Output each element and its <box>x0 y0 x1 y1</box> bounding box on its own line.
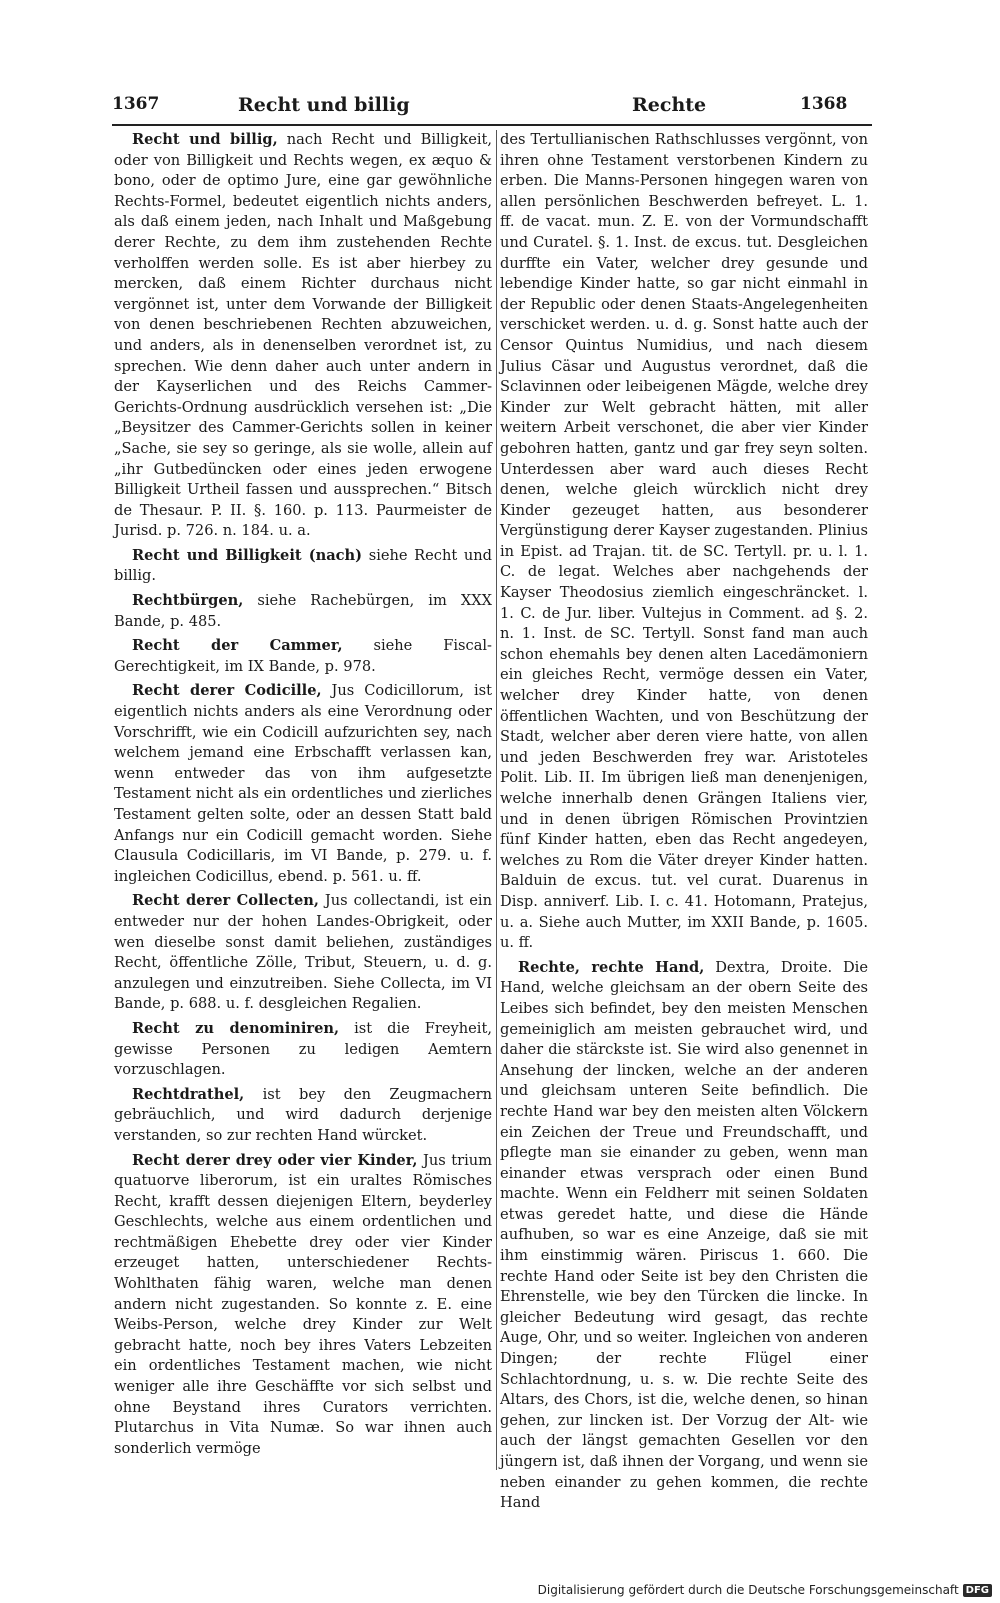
entry-lemma: Recht derer Collecten, <box>132 892 319 910</box>
entry-text: des Tertullianischen Rathschlusses vergönnt, von ihren ohne Testament verstorbenen Kindern zu erben. Die Manns-Personen hingegen waren von allen persönlichen Beschwerden befreyet. L. 1. ff. de vacat. mun. Z. E. von der Vormundschafft und Curatel. §. 1. Inst. de excus. tut. Desgleichen durffte ein Vater, welcher drey gesunde und lebendige Kinder hatte, so gar nicht einmahl in der Republic oder denen Staats-Angelegenheiten verschicket werden. u. d. g. Sonst hatte auch der Censor Quintus Numidius, und nach diesem Julius Cäsar und Augustus verordnet, daß die Sclavinnen oder leibeigenen Mägde, welche drey Kinder zur Welt gebracht hätten, mit aller weitern Arbeit verschonet, die aber vier Kinder gebohren hatten, gantz und gar frey seyn solten. Unterdessen aber ward auch dieses Recht denen, welche gleich würcklich nicht drey Kinder gezeuget hatten, aus besonderer Vergünstigung derer Kayser zugestanden. Plinius in Epist. ad Trajan. tit. de SC. Tertyll. pr. u. l. 1. C. de legat. Welches aber nachgehends der Kayser Theodosius ziemlich eingeschräncket. l. 1. C. de Jur. liber. Vultejus in Comment. ad §. 2. n. 1. Inst. de SC. Tertyll. Sonst fand man auch schon ehemahls bey denen alten Lacedämoniern ein gleiches Recht, vermöge dessen ein Vater, welcher drey Kinder hatte, von denen öffentlichen Wachten, und von Beschützung der Stadt, welcher aber deren viere hatte, von allen und jeden Beschwerden frey war. Aristoteles Polit. Lib. II. Im übrigen ließ man denenjenigen, welche innerhalb denen Grängen Italiens vier, und in denen übrigen Römischen Provintzien fünf Kinder hatten, eben das Recht angedeyen, welches zu Rom die Väter dreyer Kinder hatten. Balduin de excus. tut. vel curat. Duarenus in Disp. anniverf. Lib. I. c. 41. Hotomann, Pratejus, u. a. Siehe auch Mutter, im XXII Bande, p. 1605. u. ff. <box>500 131 868 952</box>
dictionary-entry <box>114 130 492 542</box>
entry-text: siehe Fiscal-Gerechtigkeit, im IX Bande, p. 978. <box>114 637 492 675</box>
running-header <box>112 92 872 118</box>
entry-text: siehe Rachebürgen, im XXX Bande, p. 485. <box>114 592 492 630</box>
right-column <box>500 130 868 1512</box>
dictionary-entry <box>114 1151 492 1460</box>
entry-lemma: Recht und Billigkeit (nach) <box>132 546 363 564</box>
dfg-logo: DFG <box>963 1584 992 1597</box>
entry-text: ist bey den Zeugmachern gebräuchlich, und wird dadurch derjenige verstanden, so zur rechten Hand würcket. <box>114 1085 492 1144</box>
entry-text: Dextra, Droite. Die Hand, welche gleichsam an der obern Seite des Leibes sich befindet, bey den meisten Menschen gemeiniglich am meisten gebrauchet wird, und daher die stärckste ist. Sie wird also genennet in Ansehung der lincken, welche an der anderen und gleichsam unteren Seite befindlich. Die rechte Hand war bey den meisten alten Völckern ein Zeichen der Treue und Freundschafft, und pflegte man sie einander zu geben, wenn man einander etwas versprach oder einen Bund machte. Wenn ein Feldherr mit seinen Soldaten etwas geredet hatte, und diese die Hände aufhuben, so war es eine Anzeige, daß sie mit ihm einstimmig wären. Piriscus 1. 660. Die rechte Hand oder Seite ist bey den Christen die Ehrenstelle, wie bey den Türcken die lincke. In gleicher Bedeutung wird gesagt, das rechte Auge, Ohr, und so weiter. Ingleichen von anderen Dingen; der rechte Flügel einer Schlachtordnung, u. s. w. Die rechte Seite des Altars, des Chors, ist die, welche denen, so hinan gehen, zur lincken ist. Der Vorzug der Alt- wie auch der längst gemachten Gesellen vor den jüngern ist, daß ihnen der Vorgang, und wenn sie neben einander zu gehen kommen, die rechte Hand <box>500 958 868 1512</box>
dictionary-entry <box>114 1085 492 1147</box>
entry-lemma: Recht zu denominiren, <box>132 1019 340 1037</box>
entry-lemma: Recht derer drey oder vier Kinder, <box>132 1151 418 1169</box>
page-number-right: 1368 <box>800 94 848 114</box>
entry-lemma: Recht derer Codicille, <box>132 682 322 700</box>
entry-lemma: Rechtdrathel, <box>132 1085 245 1103</box>
page-number-left: 1367 <box>112 94 160 114</box>
left-column <box>114 130 492 1530</box>
entry-lemma: Recht der Cammer, <box>132 637 343 655</box>
entry-text: ist die Freyheit, gewisse Personen zu ledigen Aemtern vorzuschlagen. <box>114 1019 492 1079</box>
header-rule <box>112 124 872 126</box>
footer-text: Digitalisierung gefördert durch die Deutsche Forschungsgemeinschaft <box>537 1583 959 1597</box>
entry-text: Jus Codicillorum, ist eigentlich nichts anders als eine Verordnung oder Vorschrifft, wie ein Codicill aufzurichten sey, nach welchem jemand eine Erbschafft verlassen kan, wenn entweder das von ihm aufgesetzte Testament nicht als ein ordentliches und zierliches Testament gelten solte, oder an dessen Statt bald Anfangs nur ein Codicill gemacht worden. Siehe Clausula Codicillaris, im VI Bande, p. 279. u. f. ingleichen Codicillus, ebend. p. 561. u. ff. <box>114 682 493 885</box>
column-divider <box>496 130 497 1470</box>
running-title-right: Rechte <box>632 94 707 116</box>
entry-text: siehe Recht und billig. <box>114 546 493 585</box>
digitization-footer <box>538 1583 992 1597</box>
dictionary-entry <box>114 891 492 1015</box>
entry-text: Jus collectandi, ist ein entweder nur der hohen Landes-Obrigkeit, oder wen dieselbe sonst damit beliehen, zuständiges Recht, öffentliche Zölle, Tribut, Steuern, u. d. g. anzulegen und einzutreiben. Siehe Collecta, im VI Bande, p. 688. u. f. desgleichen Regalien. <box>114 892 492 1013</box>
dictionary-entry <box>500 130 868 954</box>
dictionary-entry <box>500 958 868 1514</box>
dictionary-entry <box>114 546 492 587</box>
running-title-left: Recht und billig <box>238 94 410 116</box>
dictionary-entry <box>114 681 492 887</box>
entry-lemma: Recht und billig, <box>132 131 278 148</box>
dictionary-entry <box>114 591 492 632</box>
entry-lemma: Rechte, rechte Hand, <box>518 958 705 976</box>
entry-text: nach Recht und Billigkeit, oder von Billigkeit und Rechts wegen, ex æquo & bono, oder de optimo Jure, eine gar gewöhnliche Rechts-Formel, bedeutet eigentlich nichts anders, als daß einem jeden, nach Inhalt und Maßgebung derer Rechte, zu dem ihm zustehenden Rechte verholffen werden solle. Es ist aber hierbey zu mercken, daß einem Richter durchaus nicht vergönnet ist, unter dem Vorwande der Billigkeit von denen beschriebenen Rechten abzuweichen, und anders, als in denenselben verordnet ist, zu sprechen. Wie denn daher auch unter andern in der Kayserlichen und des Reichs Cammer-Gerichts-Ordnung ausdrücklich versehen ist: „Die „Beysitzer des Cammer-Gerichts sollen in keiner „Sache, sie sey so geringe, als sie wolle, allein auf „ihr Gutbedüncken oder eines jeden erwogene Billigkeit Urtheil fassen und aussprechen.“ Bitsch de Thesaur. P. II. §. 160. p. 113. Paurmeister de Jurisd. p. 726. n. 184. u. a. <box>114 131 492 540</box>
dictionary-entry <box>114 1019 492 1081</box>
dictionary-entry <box>114 636 492 677</box>
entry-text: Jus trium quatuorve liberorum, ist ein uraltes Römisches Recht, krafft dessen diejenigen Eltern, beyderley Geschlechts, welche aus einem ordentlichen und rechtmäßigen Ehebette drey oder vier Kinder erzeuget hatten, unterschiedener Rechts-Wohlthaten fähig waren, welche man denen andern nicht zugestanden. So konnte z. E. eine Weibs-Person, welche drey Kinder zur Welt gebracht hatte, noch bey ihres Vaters Lebzeiten ein ordentliches Testament machen, wie nicht weniger alle ihre Geschäffte vor sich selbst und ohne Beystand ihres Curators verrichten. Plutarchus in Vita Numæ. So war ihnen auch sonderlich vermöge <box>114 1151 493 1457</box>
entry-lemma: Rechtbürgen, <box>132 592 244 610</box>
